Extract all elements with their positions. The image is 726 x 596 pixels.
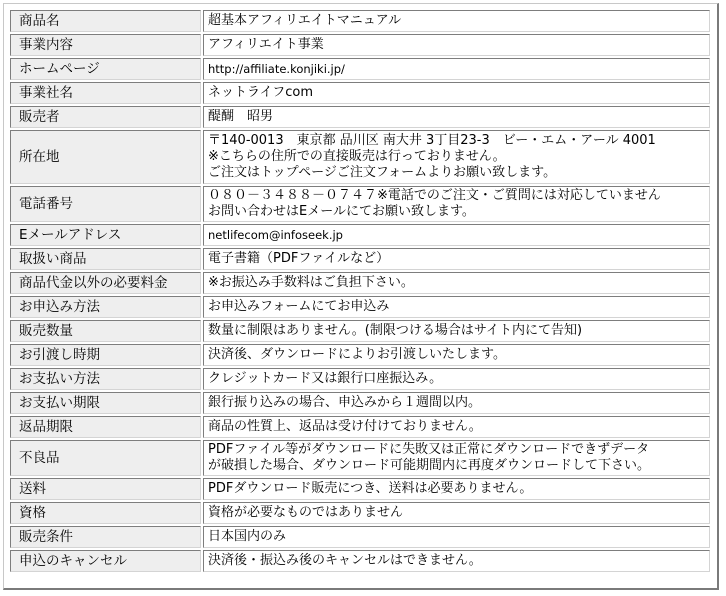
row-label: 申込のキャンセル xyxy=(10,550,201,572)
table-row xyxy=(10,58,710,80)
table-row xyxy=(10,440,710,476)
row-value xyxy=(203,320,710,342)
row-value-line: お申込みフォームにてお申込み xyxy=(208,299,390,314)
row-value-line: ご注文はトップページご注文フォームよりお願い致します。 xyxy=(208,165,557,180)
row-value xyxy=(203,416,710,438)
row-value-line: 銀行振り込みの場合、申込みから１週間以内。 xyxy=(208,395,482,410)
table-row xyxy=(10,320,710,342)
row-label: 電話番号 xyxy=(10,186,201,222)
row-value-line: 〒140-0013 東京都 品川区 南大井 3丁目23-3 ビー・エム・アール 4001 xyxy=(208,133,656,148)
row-value xyxy=(203,58,710,80)
table-row xyxy=(10,550,710,572)
row-value-line: 決済後、ダウンロードによりお引渡しいたします。 xyxy=(208,347,506,362)
row-label: 送料 xyxy=(10,478,201,500)
row-value xyxy=(203,224,710,246)
row-value-line: ※お振込み手数料はご負担下さい。 xyxy=(208,275,414,290)
table-row xyxy=(10,526,710,548)
row-value-line: 商品の性質上、返品は受け付けておりません。 xyxy=(208,419,482,434)
row-label: 所在地 xyxy=(10,130,201,184)
row-label: お申込み方法 xyxy=(10,296,201,318)
row-value xyxy=(203,272,710,294)
row-label: 返品期限 xyxy=(10,416,201,438)
table-row xyxy=(10,34,710,56)
row-value-line: 超基本アフィリエイトマニュアル xyxy=(208,13,402,28)
page-frame xyxy=(3,3,719,590)
row-value xyxy=(203,478,710,500)
row-label: 取扱い商品 xyxy=(10,248,201,270)
row-label: お引渡し時期 xyxy=(10,344,201,366)
row-value-line: 電子書籍（PDFファイルなど） xyxy=(208,251,390,266)
table-row xyxy=(10,368,710,390)
row-value xyxy=(203,186,710,222)
row-value xyxy=(203,440,710,476)
table-row xyxy=(10,272,710,294)
row-value xyxy=(203,82,710,104)
row-label: 販売数量 xyxy=(10,320,201,342)
row-value-line: 数量に制限はありません。(制限つける場合はサイト内にて告知) xyxy=(208,323,583,338)
row-value xyxy=(203,368,710,390)
row-label: お支払い方法 xyxy=(10,368,201,390)
row-value-line: PDFダウンロード販売につき、送料は必要ありません。 xyxy=(208,481,533,496)
row-value-line: 資格が必要なものではありません xyxy=(208,505,404,520)
row-label: 商品名 xyxy=(10,10,201,32)
row-value xyxy=(203,392,710,414)
row-value xyxy=(203,34,710,56)
row-value xyxy=(203,296,710,318)
table-row xyxy=(10,82,710,104)
row-value xyxy=(203,550,710,572)
table-row xyxy=(10,416,710,438)
table-row xyxy=(10,344,710,366)
row-value-line: ※こちらの住所での直接販売は行っておりません。 xyxy=(208,149,506,164)
row-label: 販売者 xyxy=(10,106,201,128)
row-value-line: ネットライフcom xyxy=(208,85,313,100)
row-value-line: 決済後・振込み後のキャンセルはできません。 xyxy=(208,553,482,568)
row-label: 不良品 xyxy=(10,440,201,476)
table-row xyxy=(10,106,710,128)
row-value xyxy=(203,344,710,366)
row-label: 事業内容 xyxy=(10,34,201,56)
row-value-line: ０８０－３４８８－０７４７※電話でのご注文・ご質問には対応していません xyxy=(208,188,661,203)
row-value-line: アフィリエイト事業 xyxy=(208,37,324,52)
row-label: 資格 xyxy=(10,502,201,524)
row-value xyxy=(203,106,710,128)
row-value-line: お問い合わせはEメールにてお願い致します。 xyxy=(208,204,475,219)
row-label: Eメールアドレス xyxy=(10,224,201,246)
legal-info-table xyxy=(8,8,712,574)
table-row xyxy=(10,224,710,246)
row-value xyxy=(203,248,710,270)
row-value-line: が破損した場合、ダウンロード可能期間内に再度ダウンロードして下さい。 xyxy=(208,458,651,473)
table-row xyxy=(10,296,710,318)
row-value-line: クレジットカード又は銀行口座振込み。 xyxy=(208,371,443,386)
row-value xyxy=(203,502,710,524)
table-row xyxy=(10,478,710,500)
row-value xyxy=(203,130,710,184)
row-label: お支払い期限 xyxy=(10,392,201,414)
table-row xyxy=(10,392,710,414)
email-address: netlifecom@infoseek.jp xyxy=(208,228,343,242)
row-label: 販売条件 xyxy=(10,526,201,548)
row-label: ホームページ xyxy=(10,58,201,80)
row-value-line: 醍醐 昭男 xyxy=(208,109,274,124)
row-value xyxy=(203,10,710,32)
row-value-line: 日本国内のみ xyxy=(208,529,287,544)
row-value-line: PDFファイル等がダウンロードに失敗又は正常にダウンロードできずデータ xyxy=(208,442,650,457)
table-row xyxy=(10,248,710,270)
table-row xyxy=(10,130,710,184)
row-value xyxy=(203,526,710,548)
row-label: 商品代金以外の必要料金 xyxy=(10,272,201,294)
table-row xyxy=(10,186,710,222)
row-label: 事業社名 xyxy=(10,82,201,104)
table-row xyxy=(10,10,710,32)
homepage-url: http://affiliate.konjiki.jp/ xyxy=(208,62,345,76)
table-row xyxy=(10,502,710,524)
